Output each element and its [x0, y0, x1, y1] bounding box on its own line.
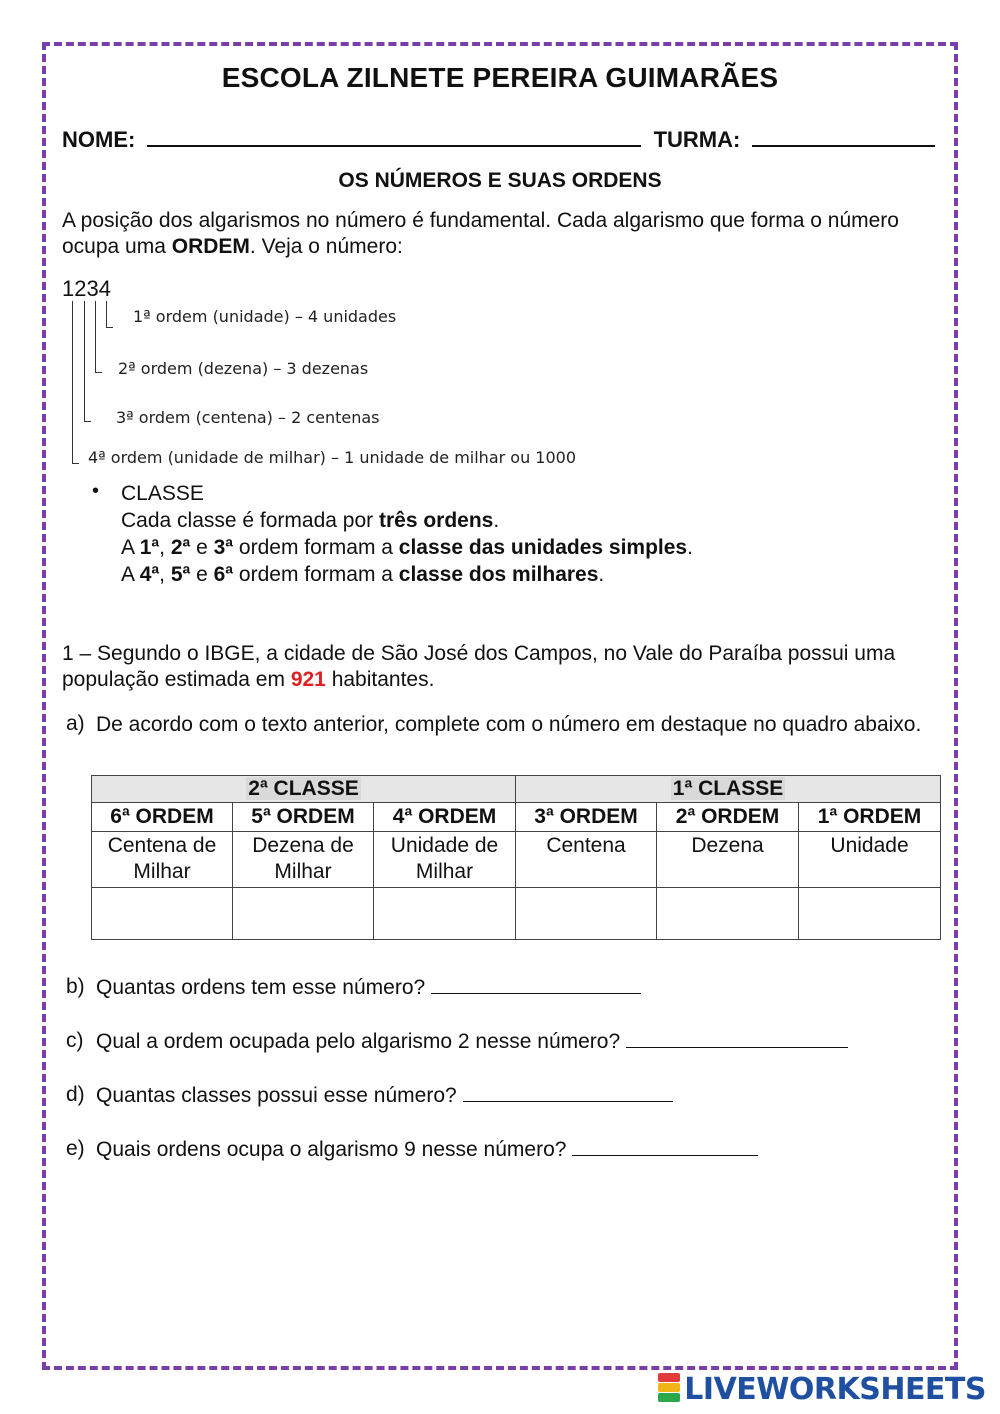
order-desc-4: Unidade de Milhar: [374, 832, 516, 888]
order-desc-3: Centena: [516, 832, 657, 888]
item-e: Quais ordens ocupa o algarismo 9 nesse número?: [96, 1137, 946, 1163]
item-d: Quantas classes possui esse número?: [96, 1083, 946, 1109]
order-header-4: 4ª ORDEM: [374, 803, 516, 832]
order-desc-6: Centena de Milhar: [92, 832, 233, 888]
intro-paragraph: [62, 208, 942, 260]
item-a-letter: a): [66, 712, 85, 735]
answer-cell-3[interactable]: [516, 888, 657, 940]
answer-cell-6[interactable]: [92, 888, 233, 940]
order-desc-1: Unidade: [799, 832, 941, 888]
classe-line-1: Cada classe é formada por três ordens.: [121, 509, 500, 532]
order-header-1: 1ª ORDEM: [799, 803, 941, 832]
bracket-order-3: [84, 301, 91, 422]
question-1: 1 – Segundo o IBGE, a cidade de São José dos Campos, no Vale do Paraíba possui uma população estimada em 921 habitantes.: [62, 642, 896, 691]
order-label-2: 2ª ordem (dezena) – 3 dezenas: [118, 359, 369, 378]
answer-cell-4[interactable]: [374, 888, 516, 940]
order-header-6: 6ª ORDEM: [92, 803, 233, 832]
order-desc-5: Dezena de Milhar: [233, 832, 374, 888]
order-label-4: 4ª ordem (unidade de milhar) – 1 unidade de milhar ou 1000: [88, 448, 577, 467]
school-title: ESCOLA ZILNETE PEREIRA GUIMARÃES: [221, 62, 779, 93]
brand-text: LIVEWORKSHEETS: [684, 1372, 986, 1407]
classe-line-3: A 4ª, 5ª e 6ª ordem formam a classe dos milhares.: [121, 563, 605, 586]
order-header-5: 5ª ORDEM: [233, 803, 374, 832]
bracket-order-4: [72, 301, 79, 464]
order-header-2: 2ª ORDEM: [657, 803, 799, 832]
item-a-text: De acordo com o texto anterior, complete com o número em destaque no quadro abaixo.: [96, 713, 922, 736]
liveworksheets-logo: [658, 1372, 986, 1407]
order-desc-2: Dezena: [657, 832, 799, 888]
answer-d-field[interactable]: [463, 1084, 673, 1102]
name-class-row: [62, 127, 935, 153]
class-header-2: 2ª CLASSE: [92, 776, 516, 803]
item-b-letter: b): [66, 975, 85, 998]
bullet-icon: •: [92, 480, 100, 502]
answer-cell-1[interactable]: [799, 888, 941, 940]
name-field[interactable]: [147, 129, 641, 147]
classe-heading: CLASSE: [121, 482, 204, 505]
classe-block: [121, 480, 693, 588]
example-number: 1234: [62, 276, 111, 301]
bracket-order-1: [106, 301, 113, 328]
item-c-letter: c): [66, 1029, 84, 1052]
order-label-3: 3ª ordem (centena) – 2 centenas: [116, 408, 380, 427]
class-header-1: 1ª CLASSE: [516, 776, 941, 803]
class-label: TURMA:: [653, 127, 741, 152]
intro-text-1: A posição dos algarismos no número é fundamental. Cada algarismo que forma o número ocupa uma: [62, 209, 899, 258]
order-label-1: 1ª ordem (unidade) – 4 unidades: [133, 307, 397, 326]
item-b: Quantas ordens tem esse número?: [96, 975, 946, 1001]
class-field[interactable]: [752, 129, 935, 147]
order-header-3: 3ª ORDEM: [516, 803, 657, 832]
name-label: NOME:: [62, 127, 136, 152]
intro-text-2: . Veja o número:: [249, 235, 403, 258]
answer-c-field[interactable]: [626, 1030, 848, 1048]
orders-table: [91, 775, 941, 940]
classe-line-2: A 1ª, 2ª e 3ª ordem formam a classe das unidades simples.: [121, 536, 693, 559]
brand-icon: [658, 1373, 680, 1403]
answer-b-field[interactable]: [431, 976, 641, 994]
answer-e-field[interactable]: [572, 1138, 758, 1156]
intro-bold: ORDEM: [171, 235, 250, 258]
item-e-letter: e): [66, 1137, 85, 1160]
item-c: Qual a ordem ocupada pelo algarismo 2 nesse número?: [96, 1029, 946, 1055]
worksheet-subtitle: OS NÚMEROS E SUAS ORDENS: [338, 169, 662, 192]
item-d-letter: d): [66, 1083, 85, 1106]
answer-cell-5[interactable]: [233, 888, 374, 940]
bracket-order-2: [95, 301, 102, 373]
highlight-number: 921: [290, 668, 326, 691]
answer-cell-2[interactable]: [657, 888, 799, 940]
